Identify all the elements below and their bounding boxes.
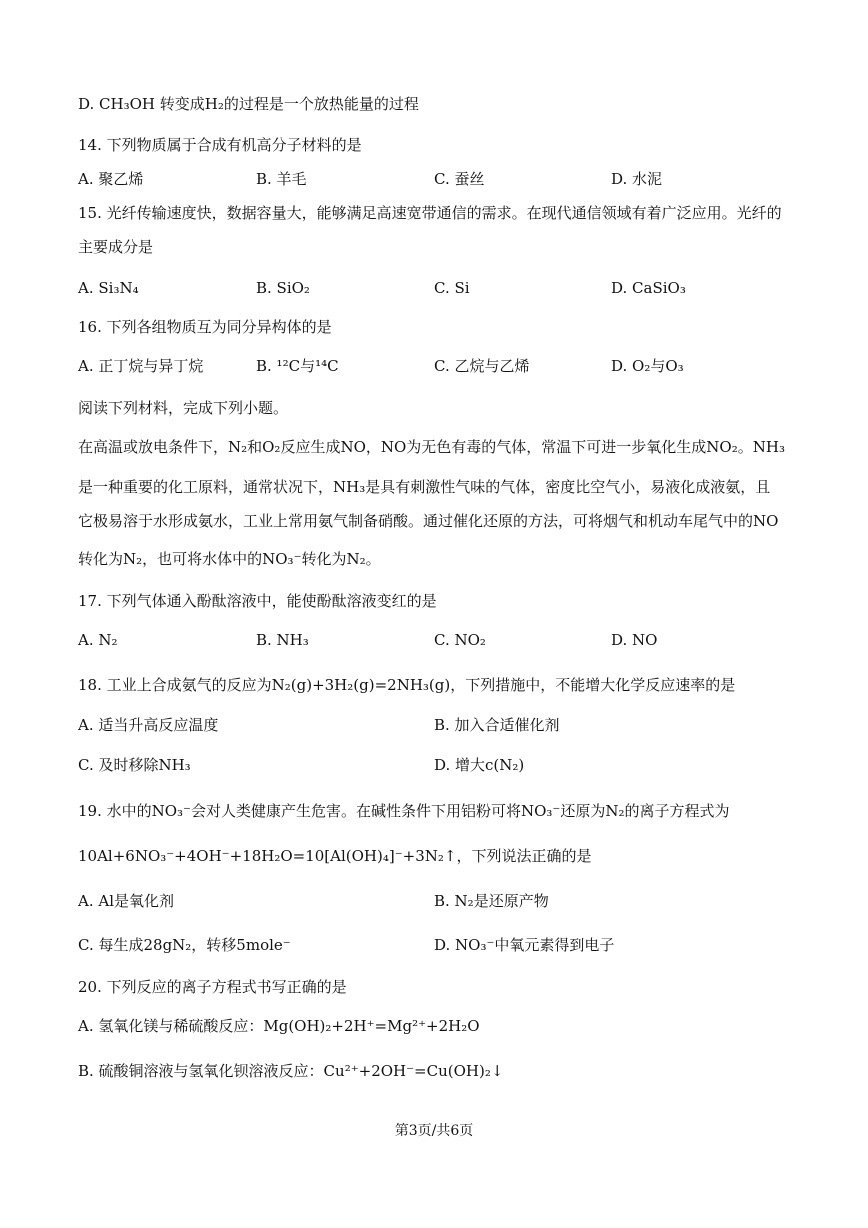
q16-option-a: A. 正丁烷与异丁烷 — [78, 357, 204, 375]
q17-option-b: B. NH₃ — [256, 631, 309, 649]
q19-option-c: C. 每生成28gN₂，转移5mole⁻ — [78, 936, 291, 954]
question-17: 17. 下列气体通入酚酞溶液中，能使酚酞溶液变红的是 — [78, 592, 437, 610]
material-line-1: 在高温或放电条件下，N₂和O₂反应生成NO，NO为无色有毒的气体，常温下可进一步氧化生成NO₂。NH₃ — [78, 438, 785, 456]
q15-option-b: B. SiO₂ — [256, 279, 310, 297]
q16-option-b: B. ¹²C与¹⁴C — [256, 357, 339, 375]
q16-option-d: D. O₂与O₃ — [611, 357, 684, 375]
question-14: 14. 下列物质属于合成有机高分子材料的是 — [78, 136, 362, 154]
q17-option-d: D. NO — [611, 631, 658, 649]
q14-option-b: B. 羊毛 — [256, 170, 307, 188]
question-16: 16. 下列各组物质互为同分异构体的是 — [78, 318, 332, 336]
question-19-equation: 10Al+6NO₃⁻+4OH⁻+18H₂O=10[Al(OH)₄]⁻+3N₂↑，下列说法正确的是 — [78, 847, 592, 865]
q19-option-b: B. N₂是还原产物 — [434, 892, 549, 910]
question-15-line1: 15. 光纤传输速度快，数据容量大，能够满足高速宽带通信的需求。在现代通信领域有着广泛应用。光纤的 — [78, 204, 782, 222]
question-19: 19. 水中的NO₃⁻会对人类健康产生危害。在碱性条件下用铝粉可将NO₃⁻还原为N₂的离子方程式为 — [78, 802, 730, 820]
q17-option-c: C. NO₂ — [434, 631, 486, 649]
q20-option-a: A. 氢氧化镁与稀硫酸反应：Mg(OH)₂+2H⁺=Mg²⁺+2H₂O — [78, 1017, 480, 1035]
q18-option-c: C. 及时移除NH₃ — [78, 756, 191, 774]
q15-option-a: A. Si₃N₄ — [78, 279, 139, 297]
material-line-2: 是一种重要的化工原料，通常状况下，NH₃是具有刺激性气味的气体，密度比空气小，易液化成液氨，且 — [78, 478, 771, 496]
q15-option-c: C. Si — [434, 279, 470, 297]
q16-option-c: C. 乙烷与乙烯 — [434, 357, 530, 375]
q19-option-d: D. NO₃⁻中氧元素得到电子 — [434, 936, 615, 954]
material-line-3: 它极易溶于水形成氨水，工业上常用氨气制备硝酸。通过催化还原的方法，可将烟气和机动车尾气中的NO — [78, 512, 779, 530]
reading-instruction: 阅读下列材料，完成下列小题。 — [78, 399, 289, 417]
question-18: 18. 工业上合成氨气的反应为N₂(g)+3H₂(g)=2NH₃(g)，下列措施中，不能增大化学反应速率的是 — [78, 676, 736, 694]
q18-option-a: A. 适当升高反应温度 — [78, 716, 219, 734]
q15-option-d: D. CaSiO₃ — [611, 279, 686, 297]
page-footer: 第3页/共6页 — [394, 1123, 474, 1139]
question-20: 20. 下列反应的离子方程式书写正确的是 — [78, 978, 347, 996]
q20-option-b: B. 硫酸铜溶液与氢氧化钡溶液反应：Cu²⁺+2OH⁻=Cu(OH)₂↓ — [78, 1062, 504, 1080]
question-15-line2: 主要成分是 — [78, 238, 154, 256]
option-13d: D. CH₃OH 转变成H₂的过程是一个放热能量的过程 — [78, 95, 419, 113]
material-line-4: 转化为N₂，也可将水体中的NO₃⁻转化为N₂。 — [78, 550, 381, 568]
q17-option-a: A. N₂ — [78, 631, 118, 649]
q18-option-d: D. 增大c(N₂) — [434, 756, 525, 774]
q14-option-a: A. 聚乙烯 — [78, 170, 144, 188]
q18-option-b: B. 加入合适催化剂 — [434, 716, 560, 734]
q19-option-a: A. Al是氧化剂 — [78, 892, 174, 910]
q14-option-c: C. 蚕丝 — [434, 170, 485, 188]
q14-option-d: D. 水泥 — [611, 170, 663, 188]
